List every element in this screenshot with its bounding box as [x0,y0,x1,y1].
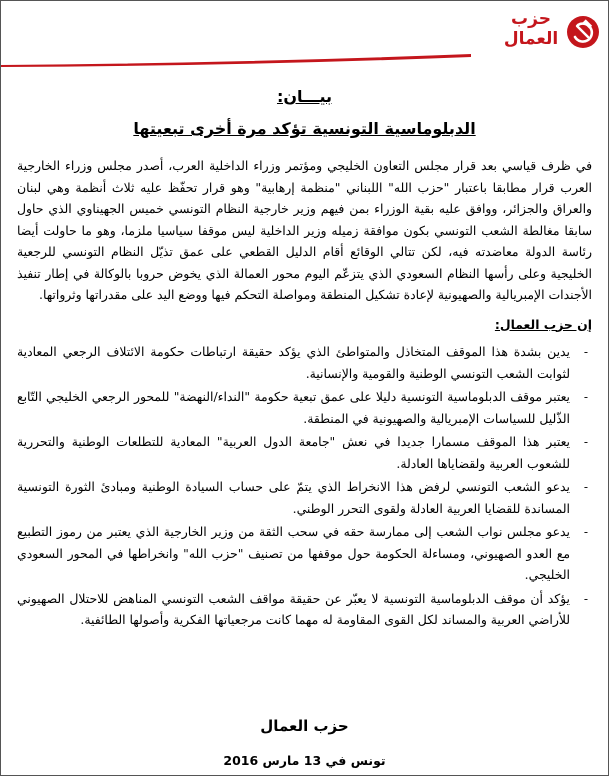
section-heading: إن حزب العمال: [494,316,592,332]
statement-body [17,155,592,633]
points-list [17,341,592,631]
statement-kicker: بيـــان: [276,87,332,106]
page-title: الدبلوماسية التونسية تؤكد مرة أخرى تبعيتها [133,119,476,138]
list-item: - يعتبر موقف الدبلوماسية التونسية دليلا على عمق تبعية حكومة "النداء/النهضة" للمحور الرجعي الخليجي التّابع الذّليل للسياسات الإمبريالية والصهيونية في المنطقة. [17,386,570,429]
logo-line-2: العمال [503,29,559,49]
header-swoosh [1,53,471,67]
list-item: - يدعو مجلس نواب الشعب إلى ممارسة حقه في سحب الثقة من وزير الخارجية الذي يعتبر من رموز التطبيع مع العدو الصهيوني، ومساءلة الحكومة حول موقفها من تصنيف "حزب الله" وانخراطها في المحور السعودي الخليجي. [17,521,570,586]
logo-text [496,9,566,49]
hammer-sickle-icon [566,15,600,49]
signature: حزب العمال [260,717,349,735]
list-item: - يؤكد أن موقف الدبلوماسية التونسية لا يعبّر عن حقيقة مواقف الشعب التونسي المناهض للاحتلال الصهيوني للأراضي العربية والمساند لكل القوى المقاومة له مهما كانت مرجعياتها الفكرية وأصولها الطائفية. [17,588,570,631]
list-item: - يعتبر هذا الموقف مسمارا جديدا في نعش "جامعة الدول العربية" المعادية للتطلعات الوطنية والتحررية للشعوب العربية ولقضاياها العادلة. [17,431,570,474]
party-logo [490,7,600,59]
list-item: - يدعو الشعب التونسي لرفض هذا الانخراط الذي يتمّ على حساب السيادة الوطنية ومبادئ الثورة التونسية المساندة للقضايا العربية العادلة ولقوى التحرر الوطني. [17,476,570,519]
logo-line-1: حزب [511,9,551,29]
list-item: - يدين بشدة هذا الموقف المتخاذل والمتواطئ الذي يؤكد حقيقة ارتباطات حكومة الائتلاف الرجعي المعادية لثوابت الشعب التونسي الوطنية والقومية والإنسانية. [17,341,570,384]
document-date: تونس في 13 مارس 2016 [223,753,386,768]
intro-paragraph: في ظرف قياسي بعد قرار مجلس التعاون الخليجي ومؤتمر وزراء الداخلية العرب، أصدر مجلس وزراء الخارجية العرب قرار مطابقا باعتبار "حزب الله" اللبناني "منظمة إرهابية" وهو قرار تحفّظ عليه ثلاث أنظمة وهي لبنان والعراق والجزائر، ووافق عليه بقية الوزراء بمن فيهم وزير خارجية النظام التونسي خميس الجهيناوي الذي حاول سابقا مغالطة الشعب التونسي بكون موافقة زميله وزير الداخلية ليس موقفا سياسيا ملزما، وهو ما حاولت أيضا رئاسة الدولة معاضدته فيه، لكن تتالي الوقائع أقام الدليل القطعي على عمق تذيّل النظام التونسي للرجعية الخليجية وعلى رأسها النظام السعودي الذي يتزعّم اليوم محور العمالة الذي يخوض حروبا بالوكالة في إطار تنفيذ الأجندات الإمبريالية والصهيونية لإعادة تشكيل المنطقة ومواصلة التحكم فيها ووضع اليد على مقدراتها وثرواتها. [17,158,592,302]
